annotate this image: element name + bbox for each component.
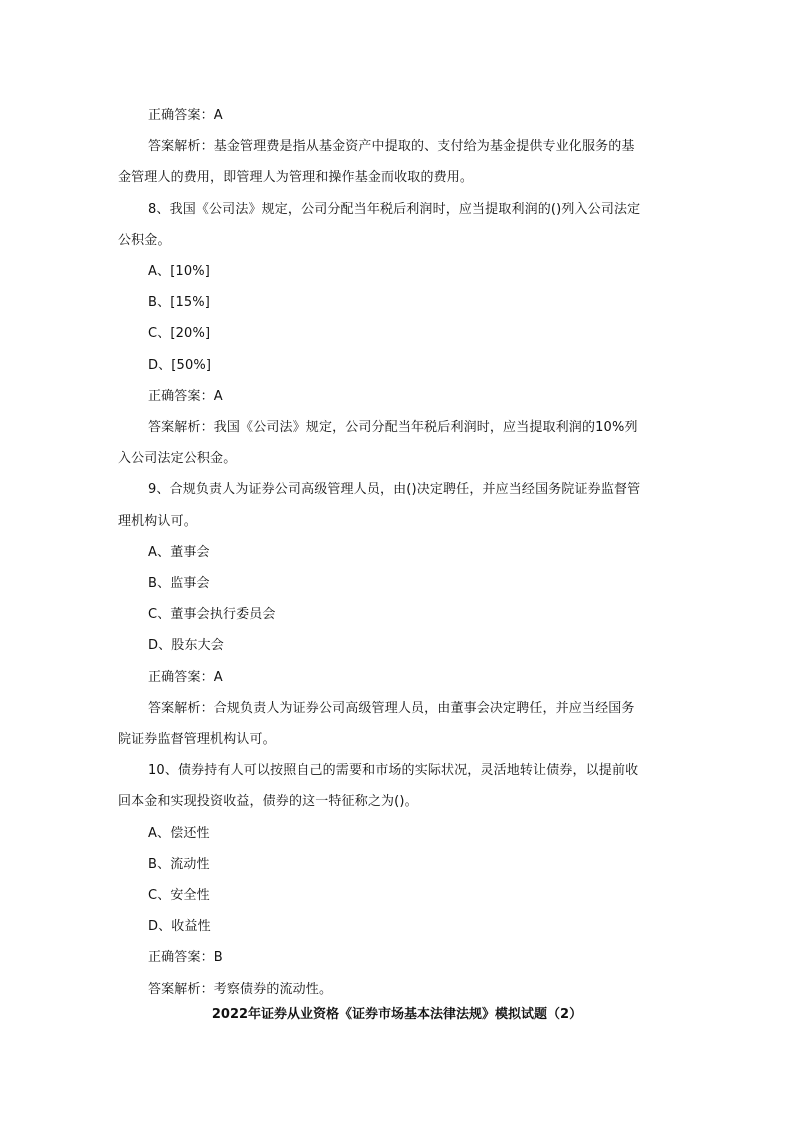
text-line: 院证券监督管理机构认可。 bbox=[118, 732, 276, 748]
text-line: A、董事会 bbox=[148, 544, 210, 560]
text-line: D、收益性 bbox=[148, 919, 211, 935]
text-line: 正确答案：A bbox=[148, 108, 223, 123]
text-line: 8、我国《公司法》规定，公司分配当年税后利润时，应当提取利润的()列入公司法定 bbox=[148, 201, 641, 217]
text-line: 正确答案：B bbox=[148, 950, 223, 966]
text-line: 9、合规负责人为证券公司高级管理人员，由()决定聘任，并应当经国务院证券监督管 bbox=[148, 482, 641, 498]
text-line: 入公司法定公积金。 bbox=[118, 451, 237, 467]
text-line: C、安全性 bbox=[148, 888, 210, 904]
text-line: 答案解析：基金管理费是指从基金资产中提取的、支付给为基金提供专业化服务的基 bbox=[148, 139, 635, 155]
text-line: 答案解析：合规负责人为证券公司高级管理人员，由董事会决定聘任，并应当经国务 bbox=[148, 700, 635, 716]
text-line: 回本金和实现投资收益，债券的这一特征称之为()。 bbox=[118, 794, 418, 810]
text-line: 理机构认可。 bbox=[118, 513, 197, 529]
text-line: A、偿还性 bbox=[148, 825, 210, 841]
text-line: 10、债券持有人可以按照自己的需要和市场的实际状况，灵活地转让债券，以提前收 bbox=[148, 763, 639, 779]
text-line: C、[20%] bbox=[148, 326, 211, 342]
text-line: 公积金。 bbox=[118, 232, 171, 248]
text-line: 答案解析：我国《公司法》规定，公司分配当年税后利润时，应当提取利润的10%列 bbox=[148, 420, 638, 436]
text-line: D、[50%] bbox=[148, 357, 212, 373]
text-line: 正确答案：A bbox=[148, 669, 223, 685]
document-body bbox=[118, 100, 678, 1005]
text-line: 正确答案：A bbox=[148, 388, 223, 404]
text-line: A、[10%] bbox=[148, 264, 210, 280]
text-line: D、股东大会 bbox=[148, 638, 224, 654]
text-line: 答案解析：考察债券的流动性。 bbox=[148, 981, 333, 997]
text-line: 金管理人的费用，即管理人为管理和操作基金而收取的费用。 bbox=[118, 170, 474, 186]
section-title: 2022年证券从业资格《证券市场基本法律法规》模拟试题（2） bbox=[211, 1007, 583, 1022]
text-line: C、董事会执行委员会 bbox=[148, 607, 276, 623]
text-line: B、流动性 bbox=[148, 856, 210, 872]
text-line: B、[15%] bbox=[148, 295, 211, 311]
text-line: B、监事会 bbox=[148, 576, 210, 592]
